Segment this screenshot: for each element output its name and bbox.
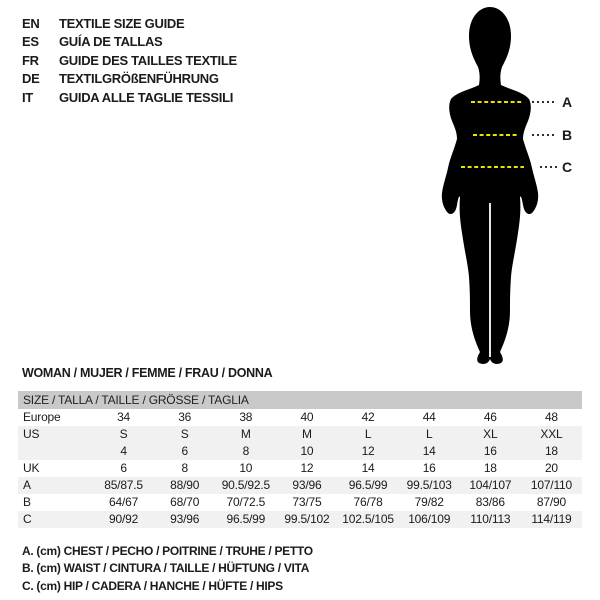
table-cell: 38 bbox=[239, 410, 253, 424]
table-cell: 79/82 bbox=[414, 495, 444, 509]
language-title: TEXTILE SIZE GUIDE bbox=[59, 15, 185, 31]
table-cell: 12 bbox=[300, 461, 314, 475]
table-cell: 34 bbox=[117, 410, 131, 424]
table-cell: M bbox=[240, 427, 251, 441]
row-label: UK bbox=[23, 461, 40, 475]
table-cell: 4 bbox=[120, 444, 127, 458]
row-label: C bbox=[23, 512, 32, 526]
woman-figure bbox=[420, 5, 590, 370]
table-row bbox=[18, 477, 582, 494]
table-cell: S bbox=[119, 427, 128, 441]
table-cell: 114/119 bbox=[531, 512, 572, 526]
table-cell: 104/107 bbox=[469, 478, 512, 492]
language-title: TEXTILGRÖßENFÜHRUNG bbox=[59, 71, 219, 87]
size-table bbox=[18, 391, 582, 528]
language-code: FR bbox=[22, 52, 39, 68]
language-code: EN bbox=[22, 15, 40, 31]
table-cell: 10 bbox=[300, 444, 314, 458]
table-cell: 88/90 bbox=[170, 478, 200, 492]
language-row bbox=[22, 51, 237, 70]
table-row bbox=[18, 409, 582, 426]
table-row bbox=[18, 426, 582, 443]
table-cell: 90/92 bbox=[109, 512, 139, 526]
table-title: WOMAN / MUJER / FEMME / FRAU / DONNA bbox=[22, 366, 273, 380]
table-cell: 6 bbox=[120, 461, 127, 475]
table-cell: 93/96 bbox=[292, 478, 322, 492]
table-cell: 90.5/92.5 bbox=[221, 478, 270, 492]
table-cell: 14 bbox=[361, 461, 375, 475]
table-cell: 8 bbox=[181, 461, 188, 475]
table-cell: 10 bbox=[239, 461, 253, 475]
language-title: GUIDE DES TAILLES TEXTILE bbox=[59, 52, 237, 68]
row-label: Europe bbox=[23, 410, 61, 424]
row-label: B bbox=[23, 495, 31, 509]
table-cell: 8 bbox=[242, 444, 250, 458]
language-row bbox=[22, 88, 237, 107]
table-row bbox=[18, 511, 582, 528]
table-cell: 16 bbox=[483, 444, 497, 458]
table-cell: 99.5/102 bbox=[284, 512, 330, 526]
language-title: GUÍA DE TALLAS bbox=[59, 34, 163, 50]
table-cell: 73/75 bbox=[292, 495, 322, 509]
legend-row: C. (cm) HIP / CADERA / HANCHE / HÜFTE / HIPS bbox=[22, 578, 283, 593]
language-code: IT bbox=[22, 89, 33, 105]
language-row bbox=[22, 33, 237, 52]
row-label: US bbox=[23, 427, 40, 441]
measure-label-c: C bbox=[562, 159, 572, 175]
table-cell: 12 bbox=[361, 444, 375, 458]
table-cell: 96.5/99 bbox=[226, 512, 266, 526]
row-label bbox=[18, 443, 93, 460]
table-cell: 102.5/105 bbox=[342, 512, 394, 526]
language-title: GUIDA ALLE TAGLIE TESSILI bbox=[59, 89, 234, 105]
table-row bbox=[18, 460, 582, 477]
table-cell: 93/96 bbox=[170, 512, 200, 526]
row-label: A bbox=[23, 478, 31, 492]
language-row bbox=[22, 14, 237, 33]
language-block bbox=[22, 14, 237, 107]
table-cell: 76/78 bbox=[353, 495, 383, 509]
table-cell: S bbox=[180, 427, 189, 441]
table-cell: 14 bbox=[422, 444, 436, 458]
table-cell: 6 bbox=[181, 444, 188, 458]
table-cell: XXL bbox=[540, 427, 563, 441]
table-cell: L bbox=[364, 427, 372, 441]
table-cell: 110/113 bbox=[470, 512, 511, 526]
table-cell: 68/70 bbox=[170, 495, 200, 509]
measure-label-a: A bbox=[562, 94, 572, 110]
measure-label-b: B bbox=[562, 127, 572, 143]
table-cell: 20 bbox=[544, 461, 558, 475]
language-row bbox=[22, 70, 237, 89]
table-cell: 106/109 bbox=[408, 512, 451, 526]
legend-block bbox=[22, 543, 313, 595]
table-cell: L bbox=[425, 427, 433, 441]
table-cell: 64/67 bbox=[109, 495, 139, 509]
table-cell: 48 bbox=[544, 410, 558, 424]
table-cell: 83/86 bbox=[475, 495, 505, 509]
table-cell: 85/87.5 bbox=[104, 478, 143, 492]
table-cell: 46 bbox=[483, 410, 497, 424]
size-table-body bbox=[18, 409, 582, 528]
legend-row: B. (cm) WAIST / CINTURA / TAILLE / HÜFTUNG / VITA bbox=[22, 561, 310, 576]
table-row bbox=[18, 443, 582, 460]
table-cell: M bbox=[302, 427, 312, 441]
table-cell: 18 bbox=[483, 461, 497, 475]
table-cell: 96.5/99 bbox=[348, 478, 388, 492]
size-table-header: SIZE / TALLA / TAILLE / GRÖSSE / TAGLIA bbox=[18, 391, 582, 409]
table-cell: 87/90 bbox=[536, 495, 566, 509]
table-cell: XL bbox=[483, 427, 498, 441]
table-cell: 44 bbox=[422, 410, 436, 424]
table-cell: 40 bbox=[300, 410, 314, 424]
legend-row: A. (cm) CHEST / PECHO / POITRINE / TRUHE / PETTO bbox=[22, 544, 313, 558]
table-cell: 16 bbox=[422, 461, 436, 475]
table-row bbox=[18, 494, 582, 511]
language-code: DE bbox=[22, 71, 40, 87]
table-cell: 36 bbox=[178, 410, 192, 424]
table-cell: 107/110 bbox=[530, 478, 572, 492]
table-cell: 42 bbox=[361, 410, 375, 424]
language-code: ES bbox=[22, 34, 39, 50]
table-cell: 99.5/103 bbox=[406, 478, 452, 492]
table-cell: 70/72.5 bbox=[226, 495, 266, 509]
table-cell: 18 bbox=[544, 444, 558, 458]
